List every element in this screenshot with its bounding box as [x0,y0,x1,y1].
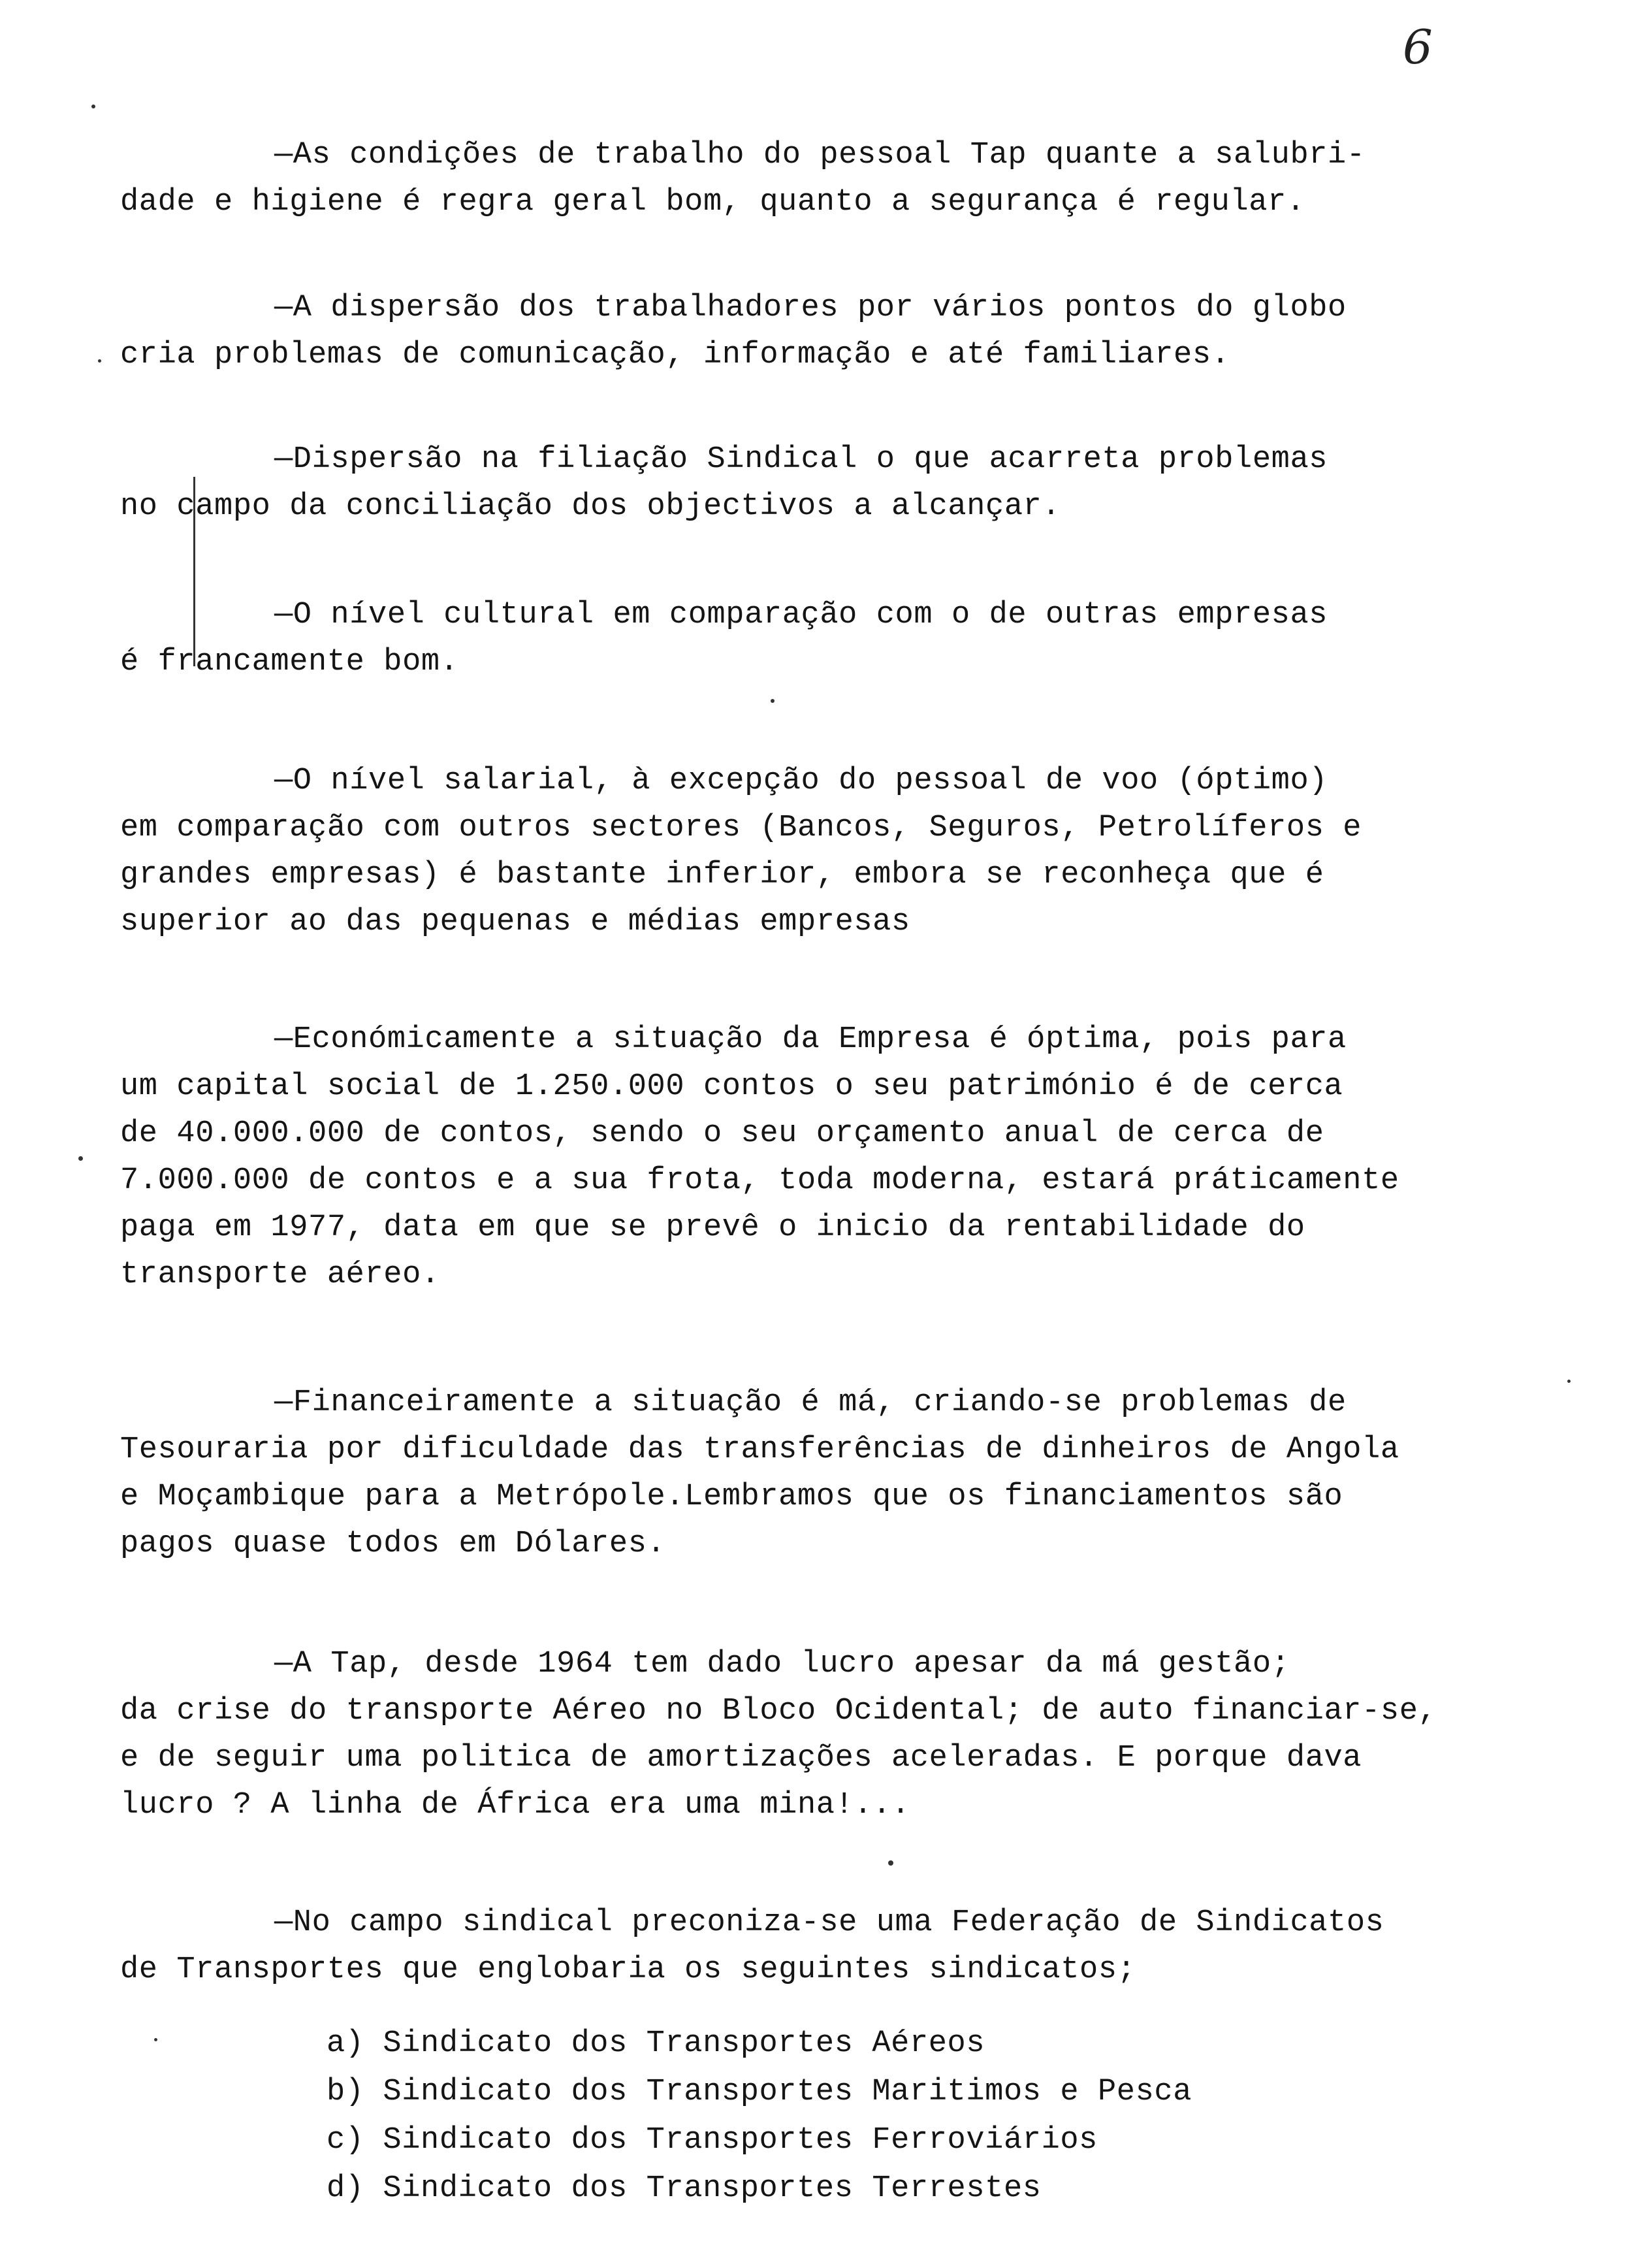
paragraph-working-conditions [120,132,1452,226]
paragraph-line: —A Tap, desde 1964 tem dado lucro apesar da má gestão; [274,1647,1290,1681]
union-list [327,2020,1192,2213]
paragraph-union-affiliation [120,436,1452,530]
paragraph-line: grandes empresas) é bastante inferior, embora se reconheça que é [120,858,1324,892]
paragraph-union-federation [120,1900,1452,1994]
list-item: c) Sindicato dos Transportes Ferroviários [327,2123,1098,2158]
paragraph-line: lucro ? A linha de África era uma mina!... [120,1788,910,1822]
paragraph-economic-situation [120,1016,1452,1299]
scan-speck [98,359,101,363]
paragraph-line: transporte aéreo. [120,1257,440,1292]
paragraph-line: —A dispersão dos trabalhadores por vários pontos do globo [274,291,1347,325]
paragraph-line: de 40.000.000 de contos, sendo o seu orçamento anual de cerca de [120,1116,1324,1151]
paragraph-line: em comparação com outros sectores (Bancos, Seguros, Petrolíferos e [120,811,1362,845]
paragraph-line: e Moçambique para a Metrópole.Lembramos que os financiamentos são [120,1480,1343,1514]
paragraph-line: pagos quase todos em Dólares. [120,1527,666,1561]
paragraph-line: e de seguir uma politica de amortizações aceleradas. E porque dava [120,1741,1362,1775]
paragraph-line: —Económicamente a situação da Empresa é óptima, pois para [274,1022,1347,1057]
paragraph-line: —Dispersão na filiação Sindical o que acarreta problemas [274,442,1328,477]
paragraph-tap-profit [120,1641,1452,1829]
list-item: b) Sindicato dos Transportes Maritimos e Pesca [327,2075,1192,2109]
paragraph-line: dade e higiene é regra geral bom, quanto a segurança é regular. [120,185,1305,219]
paragraph-line: de Transportes que englobaria os seguintes sindicatos; [120,1952,1136,1987]
list-item: d) Sindicato dos Transportes Terrestes [327,2171,1042,2206]
paragraph-line: é francamente bom. [120,645,459,679]
paragraph-line: —No campo sindical preconiza-se uma Federação de Sindicatos [274,1905,1384,1940]
paragraph-line: —Financeiramente a situação é má, criando-se problemas de [274,1385,1347,1420]
paragraph-salary-level [120,758,1452,946]
paragraph-line: no campo da conciliação dos objectivos a alcançar. [120,489,1061,524]
scan-speck [888,1860,893,1866]
paragraph-line: cria problemas de comunicação, informação e até familiares. [120,338,1230,372]
paragraph-line: —O nível cultural em comparação com o de outras empresas [274,598,1328,632]
page-number: 6 [1403,20,1433,74]
scan-speck [78,1156,83,1161]
paragraph-line: paga em 1977, data em que se prevê o inicio da rentabilidade do [120,1210,1305,1245]
scan-speck [154,2038,157,2041]
paragraph-line: Tesouraria por dificuldade das transferências de dinheiros de Angola [120,1433,1399,1467]
paragraph-dispersion-workers [120,285,1452,379]
scan-speck [771,699,775,703]
paragraph-cultural-level [120,592,1452,686]
list-item: a) Sindicato dos Transportes Aéreos [327,2026,985,2061]
paragraph-line: —As condições de trabalho do pessoal Tap quante a salubri- [274,138,1366,172]
paragraph-line: superior ao das pequenas e médias empresas [120,905,910,939]
paragraph-line: da crise do transporte Aéreo no Bloco Ocidental; de auto financiar-se, [120,1694,1437,1728]
scan-speck [1567,1380,1571,1383]
paragraph-line: 7.000.000 de contos e a sua frota, toda moderna, estará práticamente [120,1163,1399,1198]
paragraph-line: —O nível salarial, à excepção do pessoal de voo (óptimo) [274,764,1328,798]
scan-speck [91,105,95,108]
paragraph-line: um capital social de 1.250.000 contos o seu património é de cerca [120,1069,1343,1104]
paragraph-financial-situation [120,1380,1452,1568]
